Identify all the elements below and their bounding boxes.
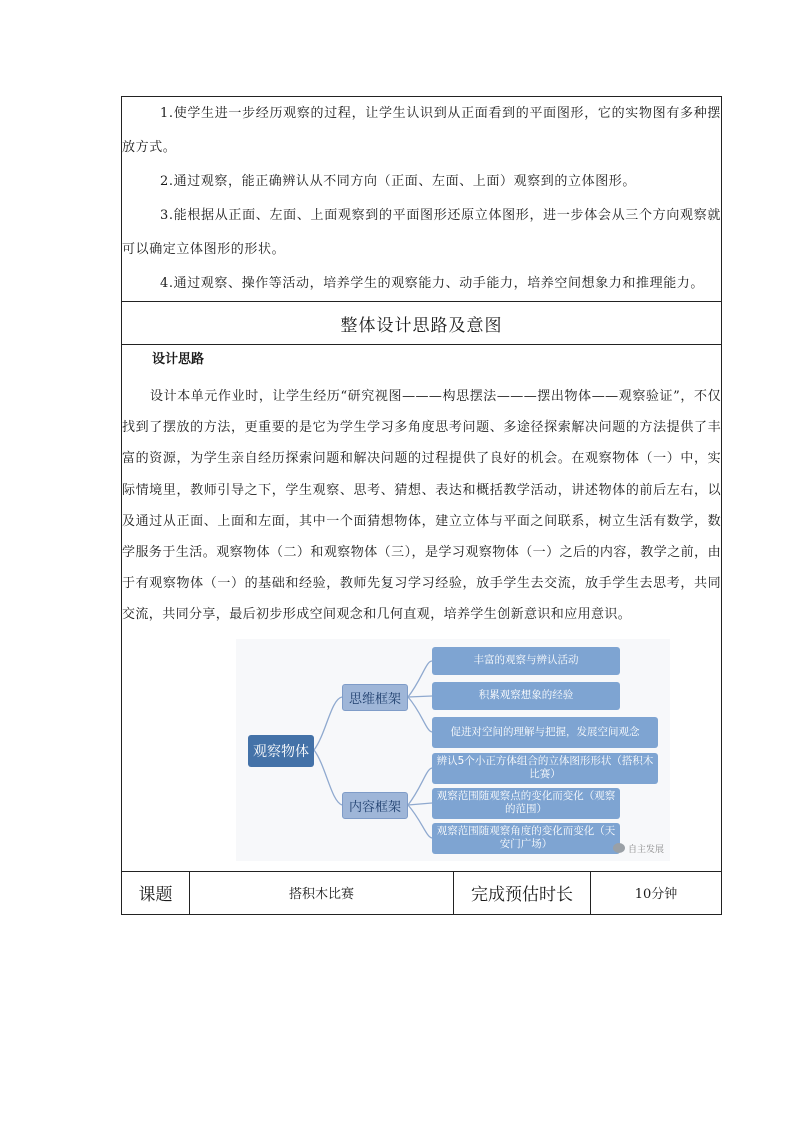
objective-item: 3.能根据从正面、左面、上面观察到的平面图形还原立体图形，进一步体会从三个方向观察就可以确定立体图形的形状。 <box>122 208 721 257</box>
diagram-container <box>122 631 721 871</box>
topic-value: 搭积木比赛 <box>190 871 454 914</box>
connector-content-leaf-3 <box>408 805 432 838</box>
design-cell <box>122 345 722 872</box>
framework-diagram <box>236 639 670 861</box>
diagram-root-node: 观察物体 <box>248 735 314 767</box>
objective-item: 1.使学生进一步经历观察的过程，让学生认识到从正面看到的平面图形，它的实物图有多种摆放方式。 <box>122 106 721 155</box>
wechat-icon <box>613 843 625 853</box>
time-label: 完成预估时长 <box>454 871 591 914</box>
diagram-leaf: 观察范围随观察角度的变化而变化（天安门广场） <box>432 823 620 854</box>
diagram-leaf: 丰富的观察与辨认活动 <box>432 647 620 675</box>
time-value: 10分钟 <box>591 871 722 914</box>
objective-item: 2.通过观察，能正确辨认从不同方向（正面、左面、上面）观察到的立体图形。 <box>160 174 637 189</box>
watermark-text: 自主发展 <box>627 844 664 855</box>
connector-thinking-leaf-2 <box>408 696 432 697</box>
diagram-branch-content: 内容框架 <box>342 792 408 819</box>
objective-item: 4.通过观察、操作等活动，培养学生的观察能力、动手能力，培养空间想象力和推理能力。 <box>160 276 705 291</box>
lesson-plan-table <box>121 96 722 915</box>
diagram-leaf: 促进对空间的理解与把握，发展空间观念 <box>432 717 658 748</box>
connector-content-leaf-2 <box>408 803 432 805</box>
lesson-plan-page <box>121 96 721 915</box>
watermark <box>613 842 664 855</box>
diagram-leaf: 观察范围随观察点的变化而变化（观察的范围） <box>432 788 620 819</box>
connector-content-leaf-1 <box>408 768 432 805</box>
diagram-leaf: 积累观察想象的经验 <box>432 682 620 710</box>
section-title: 整体设计思路及意图 <box>122 302 722 345</box>
connector-root-thinking <box>314 697 342 750</box>
connector-thinking-leaf-3 <box>408 697 432 732</box>
connector-thinking-leaf-1 <box>408 661 432 697</box>
topic-label: 课题 <box>122 871 190 914</box>
objectives-cell <box>122 97 722 302</box>
diagram-branch-thinking: 思维框架 <box>342 684 408 711</box>
diagram-leaf: 辨认5个小正方体组合的立体图形形状（搭积木比赛） <box>432 753 658 784</box>
connector-root-content <box>314 750 342 805</box>
design-body: 设计本单元作业时，让学生经历“研究视图———构思摆法———摆出物体——观察验证”，不仅找到了摆放的方法，更重要的是它为学生学习多角度思考问题、多途径探索解决问题的方法提供了丰富的资源，为学生亲自经历探索问题和解决问题的过程提供了良好的机会。在观察物体（一）中，实际情境里，教师引导之下，学生观察、思考、猜想、表达和概括教学活动，讲述物体的前后左右，以及通过从正面、上面和左面，其中一个面猜想物体，建立立体与平面之间联系，树立生活有数学，数学服务于生活。观察物体（二）和观察物体（三），是学习观察物体（一）之后的内容，教学之前，由于有观察物体（一）的基础和经验，教师先复习学习经验，放手学生去交流，放手学生去思考，共同交流，共同分享，最后初步形成空间观念和几何直观，培养学生创新意识和应用意识。 <box>122 389 721 623</box>
design-subtitle: 设计思路 <box>152 352 205 367</box>
